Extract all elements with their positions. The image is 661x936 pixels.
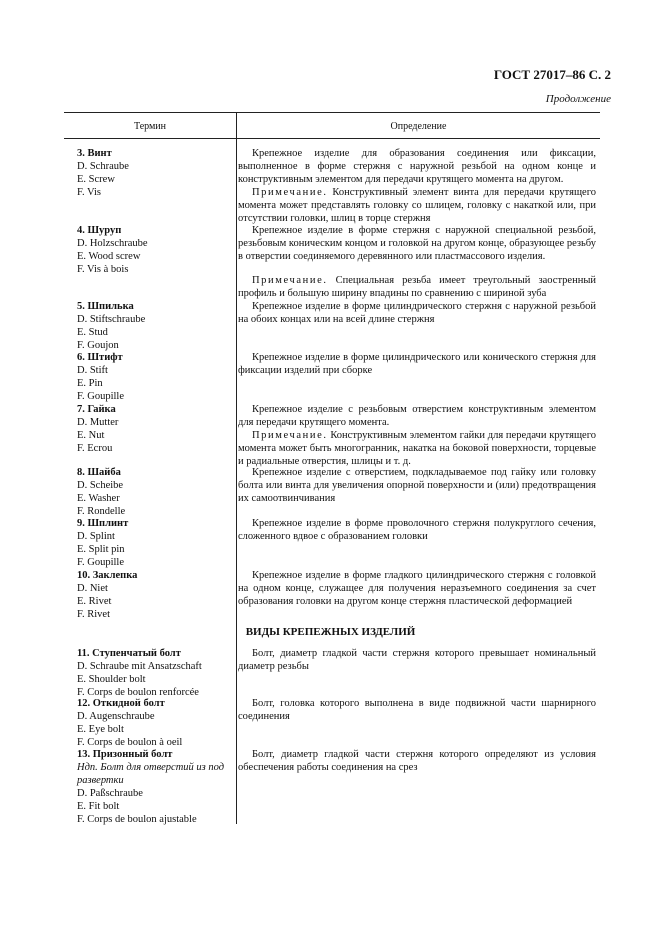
column-header-term: Термин [133,121,167,132]
term-block-9: 9. Шплинт D. Splint E. Split pin F. Goupille [77,518,129,568]
column-header-definition: Определение [390,121,447,132]
definition-10: Крепежное изделие в форме гладкого цилиндрического стержня с головкой на одном конце, служащее для получения неразъемного соединения за счет образования головки на другом конце стержня пластической деформацией [238,570,596,607]
term-block-8: 8. Шайба D. Scheibe E. Washer F. Rondelle [77,467,126,517]
definition-12: Болт, головка которого выполнена в виде подвижной части шарнирного соединения [238,698,596,722]
definition-13: Болт, диаметр гладкой части стержня которого определяют из условия обеспечения работы соединения на срез [238,749,596,773]
term-de-3: D. Schraube [77,161,129,172]
term-ndp-13: Ндп. Болт для отверстий из под развертки [77,762,225,786]
term-fr-3: F. Vis [77,187,102,198]
term-block-12: 12. Откидной болт D. Augenschraube E. Eye bolt F. Corps de boulon à oeil [77,698,183,748]
term-block-5: 5. Шпилька D. Stiftschraube E. Stud F. Goujon [77,301,146,351]
term-block-4: 4. Шуруп D. Holzschraube E. Wood screw F. Vis à bois [77,225,148,275]
definition-7: Крепежное изделие с резьбовым отверстием конструктивным элементом для передачи крутящего момента. [238,404,596,428]
term-block-11: 11. Ступенчатый болт D. Schraube mit Ansatzschaft E. Shoulder bolt F. Corps de boulon renforcée [77,648,202,698]
note-3: Примечание. Конструктивный элемент винта для передачи крутящего момента может представлять головку со шлицем, головку с накаткой или, при отсутствии головки, шлиц в торце стержня [238,187,597,224]
section-title: ВИДЫ КРЕПЕЖНЫХ ИЗДЕЛИЙ [245,626,416,638]
continuation-label: Продолжение [545,93,611,105]
definition-5: Крепежное изделие в форме цилиндрического стержня с наружной резьбой на обоих концах или на всей длине стержня [238,301,596,325]
note-7: Примечание. Конструктивным элементом гайки для передачи крутящего момента может быть многогранник, накатка на боковой поверхности, торцевые и радиальные отверстия, шлицы и т. д. [238,430,596,467]
term-name-3: 3. Винт [77,148,112,159]
term-en-3: E. Screw [77,174,115,185]
term-block-6: 6. Штифт D. Stift E. Pin F. Goupille [77,352,124,402]
definition-9: Крепежное изделие в форме проволочного стержня полукруглого сечения, сложенного вдвое с образованием головки [238,518,596,542]
table-column-divider [236,112,237,824]
term-block-13: 13. Призонный болт Ндп. Болт для отверстий из под развертки D. Paßschraube E. Fit bolt F. Corps de boulon ajustable [77,748,235,826]
definition-3: Крепежное изделие для образования соединения или фиксации, выполненное в форме стержня с наружной резьбой на одном конце и конструктивным элементом для передачи крутящего момента на другом. [238,148,596,185]
definition-6: Крепежное изделие в форме цилиндрического или конического стержня для фиксации изделий при сборке [238,352,596,376]
term-block-7: 7. Гайка D. Mutter E. Nut F. Ecrou [77,404,119,454]
table-header-rule [64,138,600,139]
definition-11: Болт, диаметр гладкой части стержня которого превышает номинальный диаметр резьбы [238,648,596,672]
definition-4: Крепежное изделие в форме стержня с наружной специальной резьбой, резьбовым коническим концом и головкой на другом конце, образующее резьбу в отверстии соединяемого деревянного или пластмассового изделия. [238,225,596,262]
document-id: ГОСТ 27017–86 С. 2 [493,67,611,82]
term-block-3 [77,147,235,199]
term-block-10: 10. Заклепка D. Niet E. Rivet F. Rivet [77,570,138,620]
table-top-rule [64,112,600,113]
note-4: Примечание. Специальная резьба имеет треугольный заостренный профиль и большую ширину впадины по сравнению с шириной зуба [238,275,597,299]
definition-8: Крепежное изделие с отверстием, подкладываемое под гайку или головку болта или винта для увеличения опорной поверхности и (или) предотвращения их самоотвинчивания [238,467,596,504]
